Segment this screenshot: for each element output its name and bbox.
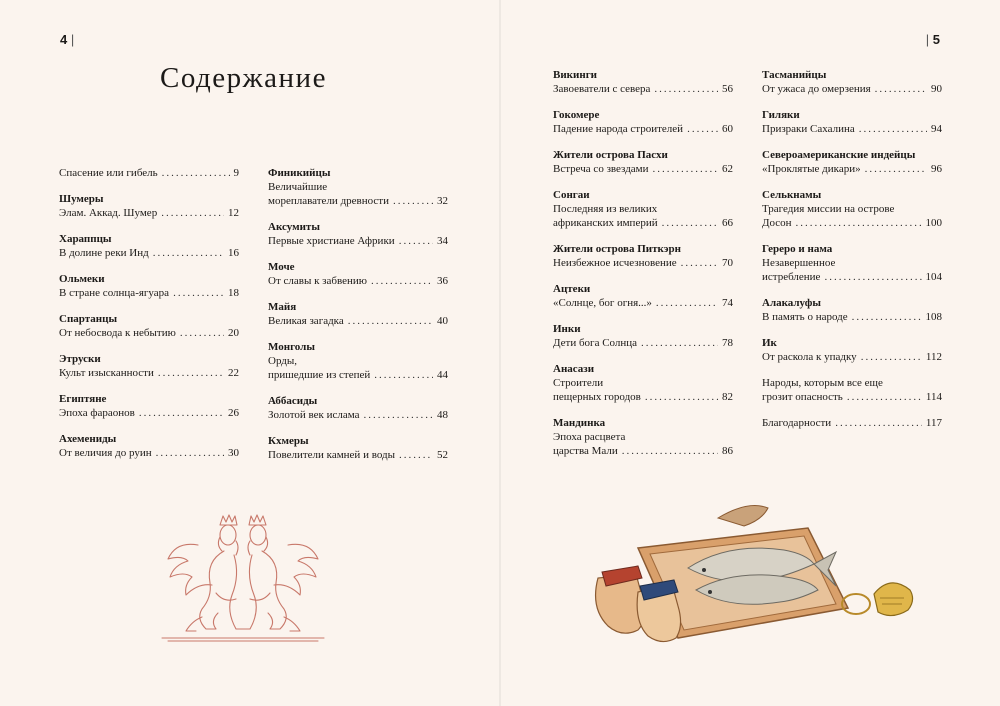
toc-entry-subtitle: Последняя из великих [553, 203, 658, 215]
toc-entry-subtitle: От небосвода к небытию [59, 327, 176, 339]
dot-leader [681, 256, 718, 270]
toc-page-number: 36 [437, 275, 448, 287]
dot-leader [859, 122, 927, 136]
dot-leader [875, 82, 927, 96]
toc-page-number: 44 [437, 369, 448, 381]
dot-leader [641, 336, 718, 350]
toc-entry-subtitle: Дети бога Солнца [553, 337, 638, 349]
toc-entry[interactable] [553, 322, 733, 350]
toc-page-number: 74 [722, 297, 733, 309]
toc-entry-subtitle: Элам. Аккад. Шумер [59, 207, 158, 219]
dot-leader [654, 82, 718, 96]
toc-entry[interactable] [553, 362, 733, 404]
toc-entry[interactable] [762, 416, 942, 430]
toc-entry-subtitle: африканских империй [553, 217, 658, 229]
toc-entry[interactable] [268, 166, 448, 208]
toc-entry-subtitle: Народы, которым все еще [762, 377, 883, 389]
toc-entry-heading: Шумеры [59, 193, 104, 205]
toc-page-number: 56 [722, 83, 733, 95]
toc-entry[interactable] [268, 340, 448, 382]
toc-entry-subtitle: Досон [762, 217, 792, 229]
toc-entry[interactable] [268, 394, 448, 422]
toc-entry-subtitle: Повелители камней и воды [268, 449, 395, 461]
toc-page-number: 94 [931, 123, 942, 135]
toc-entry[interactable] [762, 376, 942, 404]
toc-entry-heading: Сонгаи [553, 189, 590, 201]
dot-leader [156, 446, 224, 460]
dot-leader [835, 416, 922, 430]
dot-leader [162, 166, 230, 180]
griffins-illustration [158, 505, 328, 645]
toc-page-number: 66 [722, 217, 733, 229]
toc-entry[interactable] [59, 232, 239, 260]
toc-entry[interactable] [762, 108, 942, 136]
toc-entry-subtitle: «Солнце, бог огня...» [553, 297, 652, 309]
toc-entry-subtitle: Первые христиане Африки [268, 235, 395, 247]
dot-leader [796, 216, 922, 230]
toc-entry-subtitle: Эпоха расцвета [553, 431, 626, 443]
toc-entry-heading: Ольмеки [59, 273, 105, 285]
toc-page-number: 86 [722, 445, 733, 457]
toc-column-right-2 [762, 68, 942, 442]
toc-page-number: 30 [228, 447, 239, 459]
dot-leader [348, 314, 433, 328]
toc-entry[interactable] [59, 432, 239, 460]
dot-leader [847, 390, 922, 404]
toc-entry-heading: Аббасиды [268, 395, 318, 407]
dot-leader [374, 368, 433, 382]
dot-leader [865, 162, 927, 176]
toc-page-number: 26 [228, 407, 239, 419]
toc-entry[interactable] [553, 68, 733, 96]
toc-entry-subtitle: От величия до руин [59, 447, 152, 459]
toc-entry-subtitle: Орды, [268, 355, 298, 367]
toc-entry-subtitle: В стране солнца-ягуара [59, 287, 170, 299]
toc-page-number: 52 [437, 449, 448, 461]
toc-entry[interactable] [762, 68, 942, 96]
toc-entry-heading: Этруски [59, 353, 101, 365]
dot-leader [139, 406, 224, 420]
toc-entry[interactable] [59, 272, 239, 300]
toc-entry-subtitle: Золотой век ислама [268, 409, 360, 421]
toc-entry[interactable] [553, 148, 733, 176]
toc-entry-subtitle: Эпоха фараонов [59, 407, 135, 419]
toc-page-number: 12 [228, 207, 239, 219]
dot-leader [364, 408, 433, 422]
toc-entry-heading: Алакалуфы [762, 297, 821, 309]
dot-leader [645, 390, 718, 404]
toc-entry-subtitle: Трагедия миссии на острове [762, 203, 895, 215]
dot-leader [180, 326, 224, 340]
toc-entry-subtitle: мореплаватели древности [268, 195, 389, 207]
dot-leader [158, 366, 224, 380]
toc-column-right-1 [553, 68, 733, 470]
toc-entry-heading: Ик [762, 337, 777, 349]
toc-entry-heading: Моче [268, 261, 295, 273]
toc-entry-heading: Кхмеры [268, 435, 309, 447]
toc-entry-heading: Гереро и нама [762, 243, 833, 255]
toc-page-number: 60 [722, 123, 733, 135]
toc-entry[interactable] [268, 300, 448, 328]
toc-entry[interactable] [59, 352, 239, 380]
toc-entry-subtitle: Спасение или гибель [59, 167, 158, 179]
toc-entry[interactable] [268, 260, 448, 288]
toc-page-number: 9 [233, 167, 239, 179]
dot-leader [824, 270, 921, 284]
toc-entry-subtitle: Культ изысканности [59, 367, 154, 379]
toc-entry-subtitle: царства Мали [553, 445, 618, 457]
toc-entry-heading: Аксумиты [268, 221, 320, 233]
toc-entry-heading: Гокомере [553, 109, 600, 121]
toc-entry-heading: Тасманийцы [762, 69, 827, 81]
toc-entry-subtitle: От раскола к упадку [762, 351, 857, 363]
toc-entry-subtitle: В долине реки Инд [59, 247, 149, 259]
toc-entry-heading: Североамериканские индейцы [762, 149, 916, 161]
toc-entry-heading: Гиляки [762, 109, 800, 121]
dot-leader [861, 350, 922, 364]
toc-page-number: 32 [437, 195, 448, 207]
toc-entry-heading: Жители острова Питкэрн [553, 243, 681, 255]
toc-entry[interactable] [553, 188, 733, 230]
toc-page-number: 82 [722, 391, 733, 403]
toc-entry-heading: Спартанцы [59, 313, 118, 325]
toc-entry[interactable] [268, 434, 448, 462]
toc-entry-heading: Египтяне [59, 393, 107, 405]
dot-leader [622, 444, 718, 458]
toc-entry-heading: Монголы [268, 341, 315, 353]
dot-leader [393, 194, 433, 208]
toc-entry-heading: Ахемениды [59, 433, 117, 445]
toc-entry-subtitle: Строители [553, 377, 604, 389]
dot-leader [687, 122, 718, 136]
toc-page-number: 100 [925, 217, 942, 229]
toc-entry[interactable] [553, 416, 733, 458]
toc-entry[interactable] [268, 220, 448, 248]
toc-entry-subtitle: Благодарности [762, 417, 832, 429]
toc-entry-heading: Викинги [553, 69, 598, 81]
toc-page-number: 48 [437, 409, 448, 421]
toc-column-left-1 [59, 166, 239, 472]
toc-entry[interactable] [59, 192, 239, 220]
toc-entry-subtitle: пришедшие из степей [268, 369, 371, 381]
toc-page-number: 96 [931, 163, 942, 175]
fish-tray-illustration [578, 498, 938, 658]
toc-entry[interactable] [553, 108, 733, 136]
toc-entry-heading: Майя [268, 301, 297, 313]
toc-entry[interactable] [762, 336, 942, 364]
dot-leader [852, 310, 922, 324]
toc-page-number: 18 [228, 287, 239, 299]
toc-entry-subtitle: Призраки Сахалина [762, 123, 855, 135]
toc-page-number: 112 [925, 351, 942, 363]
toc-entry[interactable] [762, 188, 942, 230]
page-gutter [499, 0, 501, 706]
toc-entry[interactable] [553, 282, 733, 310]
dot-leader [153, 246, 224, 260]
dot-leader [653, 162, 718, 176]
toc-entry-subtitle: Незавершенное [762, 257, 836, 269]
right-page-number: | 5 [925, 32, 940, 47]
toc-page-number: 104 [925, 271, 942, 283]
dot-leader [371, 274, 433, 288]
toc-entry-subtitle: В память о народе [762, 311, 848, 323]
toc-entry-heading: Финикийцы [268, 167, 331, 179]
toc-entry[interactable] [59, 392, 239, 420]
toc-entry-heading: Жители острова Пасхи [553, 149, 668, 161]
left-page-number: 4 | [60, 32, 75, 47]
toc-entry[interactable] [762, 296, 942, 324]
toc-page-number: 22 [228, 367, 239, 379]
toc-entry-subtitle: пещерных городов [553, 391, 641, 403]
toc-entry-subtitle: Завоеватели с севера [553, 83, 651, 95]
page-title: Содержание [160, 62, 327, 94]
toc-entry-subtitle: Великая загадка [268, 315, 344, 327]
toc-entry[interactable] [59, 312, 239, 340]
toc-entry-subtitle: От славы к забвению [268, 275, 368, 287]
toc-page-number: 114 [925, 391, 942, 403]
dot-leader [399, 234, 433, 248]
toc-page-number: 70 [722, 257, 733, 269]
toc-page-number: 90 [931, 83, 942, 95]
toc-entry-heading: Селькнамы [762, 189, 822, 201]
toc-entry-heading: Хараппцы [59, 233, 112, 245]
toc-entry-subtitle: Неизбежное исчезновение [553, 257, 677, 269]
dot-leader [656, 296, 718, 310]
toc-entry-heading: Мандинка [553, 417, 606, 429]
toc-entry[interactable] [59, 166, 239, 180]
toc-page-number: 62 [722, 163, 733, 175]
toc-page-number: 34 [437, 235, 448, 247]
toc-page-number: 117 [925, 417, 942, 429]
toc-entry-subtitle: Встреча со звездами [553, 163, 649, 175]
toc-page-number: 40 [437, 315, 448, 327]
toc-entry-subtitle: Падение народа строителей [553, 123, 684, 135]
toc-entry[interactable] [762, 242, 942, 284]
dot-leader [399, 448, 433, 462]
toc-entry-subtitle: От ужаса до омерзения [762, 83, 871, 95]
toc-column-left-2 [268, 166, 448, 474]
toc-entry-heading: Ацтеки [553, 283, 591, 295]
toc-page-number: 78 [722, 337, 733, 349]
dot-leader [662, 216, 718, 230]
toc-page-number: 108 [925, 311, 942, 323]
toc-page-number: 20 [228, 327, 239, 339]
toc-entry-subtitle: «Проклятые дикари» [762, 163, 861, 175]
toc-entry-heading: Анасази [553, 363, 595, 375]
toc-entry[interactable] [553, 242, 733, 270]
toc-entry-subtitle: истребление [762, 271, 821, 283]
toc-entry-heading: Инки [553, 323, 581, 335]
dot-leader [161, 206, 224, 220]
toc-entry-subtitle: грозит опасность [762, 391, 843, 403]
dot-leader [173, 286, 224, 300]
toc-entry-subtitle: Величайшие [268, 181, 328, 193]
toc-page-number: 16 [228, 247, 239, 259]
toc-entry[interactable] [762, 148, 942, 176]
